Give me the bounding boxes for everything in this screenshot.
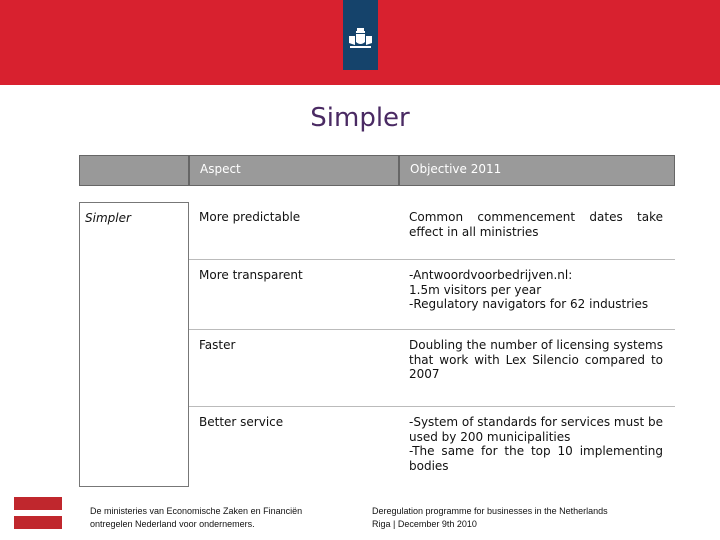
aspect-cell: Better service xyxy=(199,415,284,429)
crest-box xyxy=(343,0,378,70)
objective-cell xyxy=(399,260,675,330)
table-row xyxy=(79,202,675,260)
objective-line: -Regulatory navigators for 62 industries xyxy=(409,297,649,311)
footer-right-line1: Deregulation programme for businesses in the Netherlands xyxy=(372,506,608,516)
aspects-table xyxy=(79,155,675,487)
header-cell-aspect: Aspect xyxy=(189,155,399,186)
footer-flag-icon xyxy=(14,497,62,529)
aspect-cell: Faster xyxy=(189,330,399,407)
objective-line: -Antwoordvoorbedrijven.nl: xyxy=(409,268,573,282)
aspect-cell: More predictable xyxy=(189,202,399,260)
spacer-row xyxy=(79,186,675,202)
objective-cell: Common commencement dates take effect in all ministries xyxy=(399,202,675,260)
header-cell-blank xyxy=(79,155,189,186)
page-title: Simpler xyxy=(310,103,410,133)
coat-of-arms-icon xyxy=(348,28,373,50)
objective-line: 1.5m visitors per year xyxy=(409,282,542,297)
footer-left-line2: ontregelen Nederland voor ondernemers. xyxy=(90,519,255,529)
header-cell-objective: Objective 2011 xyxy=(399,155,675,186)
objective-cell: Doubling the number of licensing systems that work with Lex Silencio compared to 2007 xyxy=(399,330,675,407)
objective-line: -The same for the top 10 implementing bodies xyxy=(409,444,663,473)
objective-line: -System of standards for services must be used by 200 municipalities xyxy=(409,415,663,444)
footer-left-line1: De ministeries van Economische Zaken en Financiën xyxy=(90,506,303,516)
table-header-row xyxy=(79,155,675,186)
category-cell: Simpler xyxy=(79,202,189,487)
aspect-cell: More transparent xyxy=(189,260,399,330)
objective-cell xyxy=(399,407,675,487)
footer-right-line2: Riga | December 9th 2010 xyxy=(372,519,477,529)
